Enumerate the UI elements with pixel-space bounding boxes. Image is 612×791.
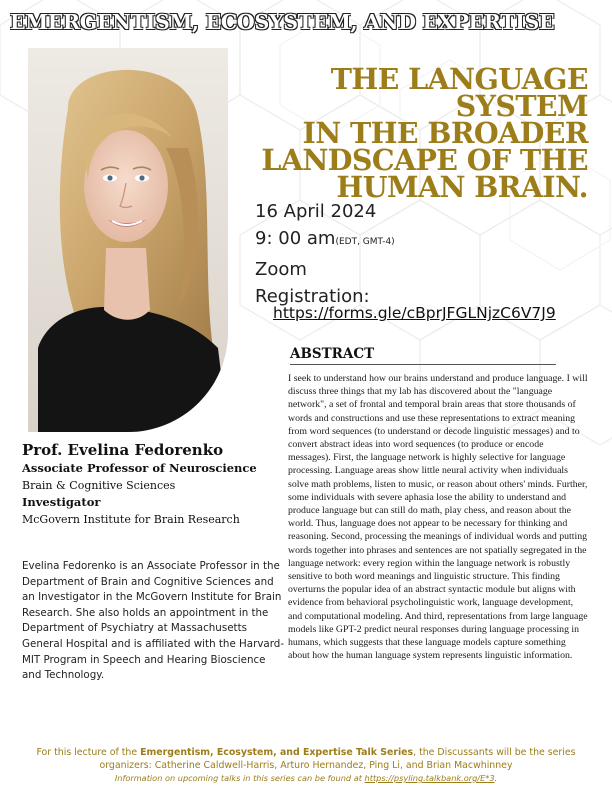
speaker-title-secondary: Investigator — [22, 495, 101, 509]
talk-title-line: THE LANGUAGE SYSTEM — [330, 62, 588, 123]
speaker-department-primary: Brain & Cognitive Sciences — [22, 479, 176, 492]
talk-title-line: LANDSCAPE OF THE — [261, 143, 588, 177]
footer-organizers: organizers: Catherine Caldwell-Harris, Arturo Hernandez, Ping Li, and Brian Macwhinney — [99, 760, 513, 771]
event-time-row — [255, 225, 395, 256]
speaker-info — [22, 440, 284, 528]
talk-title — [238, 62, 588, 204]
speaker-bio: Evelina Fedorenko is an Associate Professor in the Department of Brain and Cognitive Sciences and an Investigator in the McGovern Institute for Brain Research. She also holds an appointment in the Department of Psychiatry at Massachusetts General Hospital and is affiliated with the Harvard-MIT Program in Speech and Hearing Bioscience and Technology. — [22, 560, 285, 682]
portrait-image — [28, 48, 228, 432]
registration-link[interactable]: https://forms.gle/cBprJFGLNjzC6V7J9 — [273, 304, 556, 322]
registration-label: Registration: — [255, 286, 370, 307]
footer-text: Information on upcoming talks in this series can be found at — [114, 773, 365, 783]
footer — [10, 746, 602, 784]
event-time: 9: 00 am — [255, 228, 336, 249]
footer-text: , the Discussants will be the series — [413, 747, 576, 758]
series-title: EMERGENTISM, ECOSYSTEM, AND EXPERTISE — [10, 10, 555, 34]
event-location: Zoom — [255, 259, 307, 280]
footer-discussants — [10, 746, 602, 759]
speaker-name: Prof. Evelina Fedorenko — [22, 441, 224, 459]
talk-title-line: HUMAN BRAIN. — [336, 170, 588, 204]
footer-text: For this lecture of the — [36, 747, 141, 758]
event-details — [255, 198, 395, 310]
speaker-title-primary: Associate Professor of Neuroscience — [22, 461, 257, 475]
abstract-text: I seek to understand how our brains understand and produce language. I will discuss three things that my lab has discovered about the "language network", a set of frontal and temporal brain areas that store thousands of words and constructions and use these representations to extract meaning from word sequences (to understand or decode linguistic messages) and to convert abstract ideas into word sequences (to produce or encode messages). First, the language network is highly selective for language processing. Language areas show little neural activity when individuals solve math problems, listen to music, or reason about others' minds. Further, some individuals with severe aphasia lose the ability to understand and produce language but can still do math, play chess, and reason about the world. Thus, language does not appear to be necessary for thinking and reasoning. Second, processing the meanings of individual words and putting words together into phrases and sentences are not spatially segregated in the language network: every region within the language network is robustly sensitive to both word meanings and linguistic structure. This finding overturns the popular idea of an abstract syntactic module but aligns with evidence from behavioral psycholinguistic work, language development, and computational modeling. And third, representations from large language models like GPT-2 predict neural responses during language processing in humans, which suggests that these language models capture something about how the human language system represents linguistic information. — [288, 373, 588, 662]
speaker-department-secondary: McGovern Institute for Brain Research — [22, 513, 240, 526]
talk-title-line: IN THE BROADER — [302, 116, 588, 150]
footer-text: . — [494, 773, 498, 783]
series-info-link[interactable]: https://psyling.talkbank.org/E*3 — [364, 773, 495, 783]
speaker-portrait — [28, 48, 228, 432]
footer-info — [10, 772, 602, 784]
abstract-heading: ABSTRACT — [290, 346, 556, 365]
event-timezone: (EDT, GMT-4) — [335, 237, 395, 247]
event-date: 16 April 2024 — [255, 201, 377, 222]
footer-series-name: Emergentism, Ecosystem, and Expertise Talk Series — [140, 747, 414, 758]
